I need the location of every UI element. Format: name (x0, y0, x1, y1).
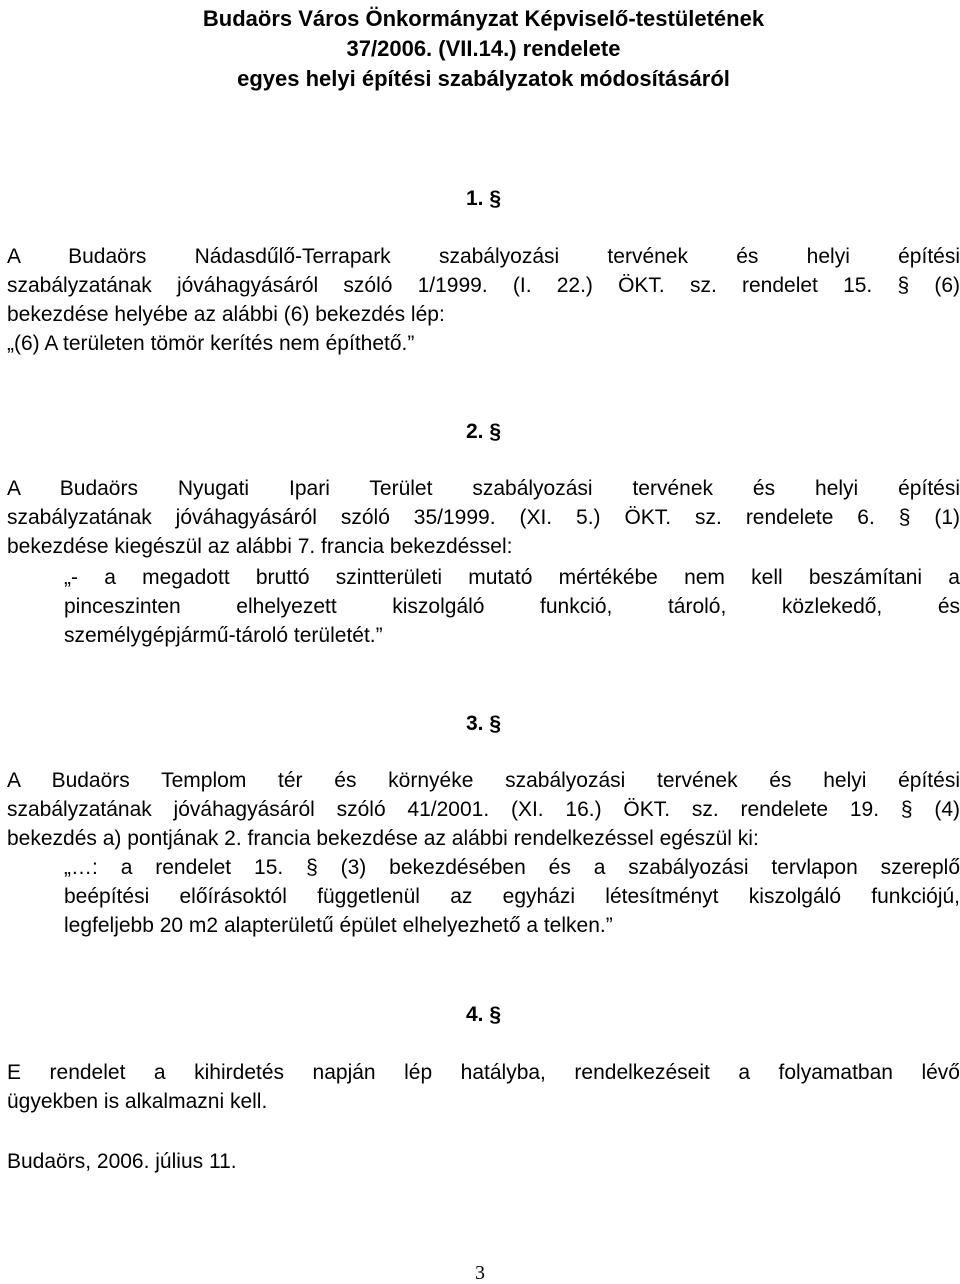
section-heading-1: 1. § (465, 187, 502, 210)
section-3-quote (64, 853, 960, 940)
paragraph-line: ügyekben is alkalmazni kell. (7, 1090, 268, 1113)
quote-line: „- a megadott bruttó szintterületi mutató mértékébe nem kell beszámítani a (64, 566, 960, 589)
section-heading-2: 2. § (465, 420, 502, 443)
section-4-paragraph (7, 1058, 960, 1116)
title-line-1: Budaörs Város Önkormányzat Képviselő-testületének (202, 6, 765, 31)
title-line-3: egyes helyi építési szabályzatok módosításáról (237, 66, 730, 91)
document-title (7, 4, 960, 94)
paragraph-line: szabályzatának jóváhagyásáról szóló 1/1999. (I. 22.) ÖKT. sz. rendelet 15. § (6) (7, 274, 960, 297)
section-heading-3: 3. § (465, 712, 502, 735)
page-number: 3 (475, 1262, 485, 1284)
section-2-quote (64, 563, 960, 650)
paragraph-line: szabályzatának jóváhagyásáról szóló 41/2001. (XI. 16.) ÖKT. sz. rendelete 19. § (4) (7, 798, 960, 821)
quote-line: beépítési előírásoktól függetlenül az egyházi létesítményt kiszolgáló funkciójú, (64, 885, 960, 908)
section-3-paragraph (7, 766, 960, 853)
paragraph-line: A Budaörs Nyugati Ipari Terület szabályozási tervének és helyi építési (7, 477, 960, 500)
paragraph-line: szabályzatának jóváhagyásáról szóló 35/1999. (XI. 5.) ÖKT. sz. rendelete 6. § (1) (7, 506, 960, 529)
section-2-paragraph (7, 474, 960, 561)
title-line-2: 37/2006. (VII.14.) rendelete (346, 36, 621, 61)
quote-line: legfeljebb 20 m2 alapterületű épület elhelyezhető a telken.” (64, 914, 613, 937)
quote-line: személygépjármű-tároló területét.” (64, 624, 383, 647)
section-heading-4: 4. § (465, 1003, 502, 1026)
paragraph-line: bekezdése kiegészül az alábbi 7. francia bekezdéssel: (7, 535, 513, 558)
place-and-date: Budaörs, 2006. július 11. (7, 1150, 237, 1173)
paragraph-line: bekezdés a) pontjának 2. francia bekezdése az alábbi rendelkezéssel egészül ki: (7, 827, 759, 850)
quote-line: „…: a rendelet 15. § (3) bekezdésében és a szabályozási tervlapon szereplő (64, 856, 960, 879)
paragraph-line: bekezdése helyébe az alábbi (6) bekezdés lép: (7, 303, 445, 326)
paragraph-line: A Budaörs Nádasdűlő-Terrapark szabályozási tervének és helyi építési (7, 245, 960, 268)
quote-line: pinceszinten elhelyezett kiszolgáló funkció, tároló, közlekedő, és (64, 595, 960, 618)
section-1-paragraph (7, 242, 960, 329)
paragraph-line: E rendelet a kihirdetés napján lép hatályba, rendelkezéseit a folyamatban lévő (7, 1061, 960, 1084)
section-1-quote: „(6) A területen tömör kerítés nem építhető.” (7, 332, 415, 355)
paragraph-line: A Budaörs Templom tér és környéke szabályozási tervének és helyi építési (7, 769, 960, 792)
